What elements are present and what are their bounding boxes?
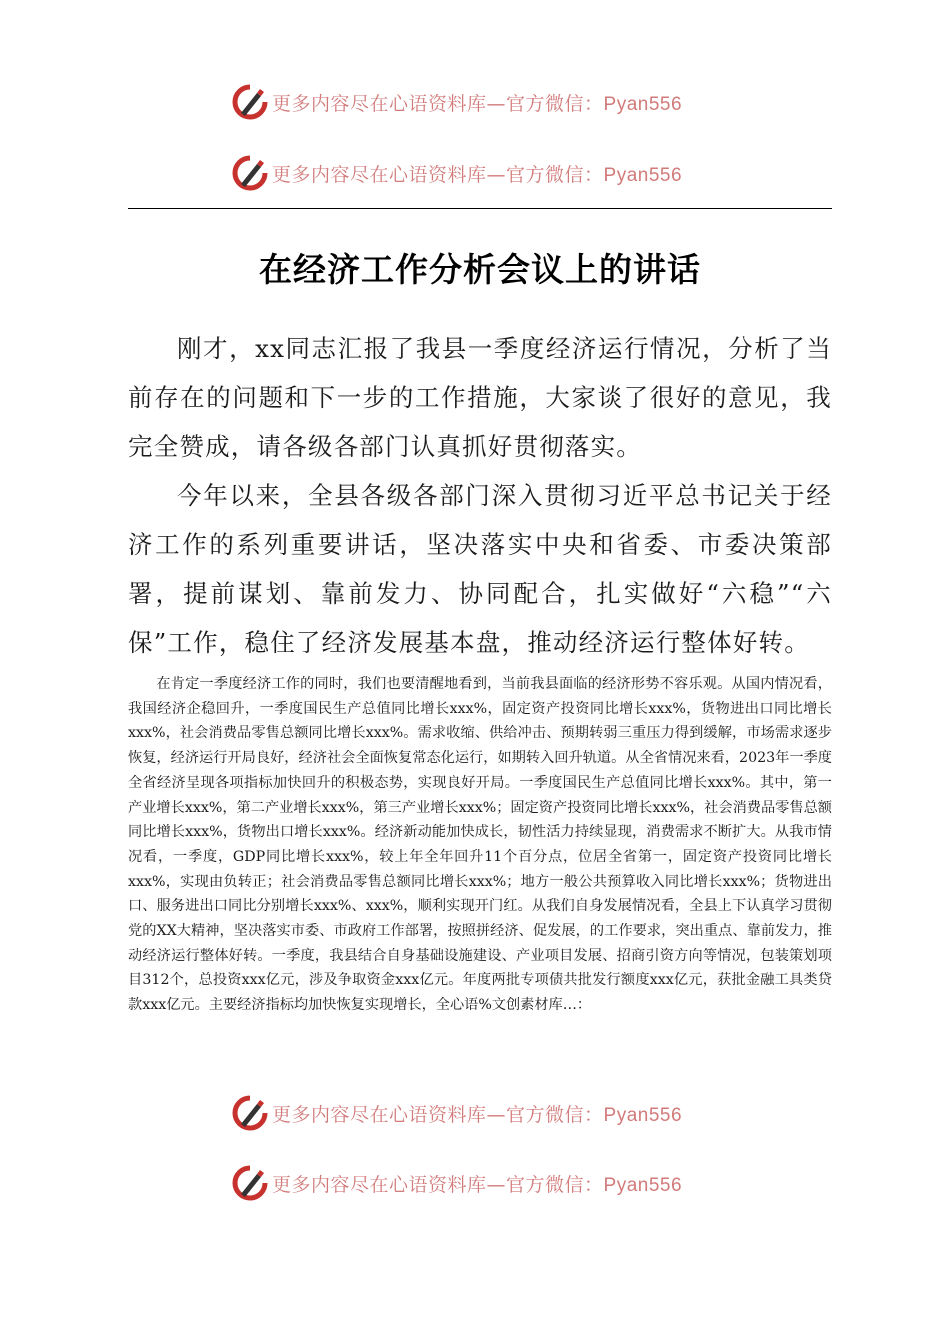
header-divider [128,208,832,209]
watermark-official: 官方微信： [506,1103,604,1126]
watermark-official: 官方微信： [506,163,604,186]
paragraph-2: 今年以来，全县各级各部门深入贯彻习近平总书记关于经济工作的系列重要讲话，坚决落实中央和省委、市委决策部署，提前谋划、靠前发力、协同配合，扎实做好“六稳”“六保”工作，稳住了经济发展基本盘，推动经济运行整体好转。 [128,481,832,657]
watermark-dash: — [486,1173,507,1196]
watermark-dash: — [486,92,507,115]
pen-logo-icon [232,1165,268,1201]
watermark-banner-2 [232,153,682,193]
watermark-banner-4 [232,1163,682,1203]
watermark-wechat-id: Pyan556 [603,1174,683,1196]
watermark-brand: 更多内容尽在心语资料库 [272,1103,487,1126]
watermark-brand: 更多内容尽在心语资料库 [272,1173,487,1196]
pen-logo-icon [232,84,268,120]
paragraph-1: 刚才，xx同志汇报了我县一季度经济运行情况，分析了当前存在的问题和下一步的工作措施，大家谈了很好的意见，我完全赞成，请各级各部门认真抓好贯彻落实。 [128,334,832,461]
watermark-wechat-id: Pyan556 [603,1104,683,1126]
watermark-dash: — [486,1103,507,1126]
watermark-official: 官方微信： [506,92,604,115]
watermark-brand: 更多内容尽在心语资料库 [272,163,487,186]
watermark-banner-3 [232,1093,682,1133]
paragraph-3: 在肯定一季度经济工作的同时，我们也要清醒地看到，当前我县面临的经济形势不容乐观。从国内情况看，我国经济企稳回升，一季度国民生产总值同比增长xxx%，固定资产投资同比增长xxx%，货物进出口同比增长xxx%，社会消费品零售总额同比增长xxx%。需求收缩、供给冲击、预期转弱三重压力得到缓解，市场需求逐步恢复，经济运行开局良好，经济社会全面恢复常态化运行，如期转入回升轨道。从全省情况来看，2023年一季度全省经济呈现各项指标加快回升的积极态势，实现良好开局。一季度国民生产总值同比增长xxx%。其中，第一产业增长xxx%，第二产业增长xxx%，第三产业增长xxx%；固定资产投资同比增长xxx%，社会消费品零售总额同比增长xxx%，货物出口增长xxx%。经济新动能加快成长，韧性活力持续显现，消费需求不断扩大。从我市情况看，一季度，GDP同比增长xxx%，较上年全年回升11个百分点，位居全省第一，固定资产投资同比增长xxx%，实现由负转正；社会消费品零售总额同比增长xxx%；地方一般公共预算收入同比增长xxx%；货物进出口、服务进出口同比分别增长xxx%、xxx%，顺利实现开门红。从我们自身发展情况看，全县上下认真学习贯彻党的XX大精神，坚决落实市委、市政府工作部署，按照拼经济、促发展，的工作要求，突出重点、靠前发力，推动经济运行整体好转。一季度，我县结合自身基础设施建设、产业项目发展、招商引资方向等情况，包装策划项目312个，总投资xxx亿元，涉及争取资金xxx亿元。年度两批专项债共批发行额度xxx亿元，获批金融工具类贷款xxx亿元。主要经济指标均加快恢复实现增长，全心语%文创素材库…： [128,676,832,1014]
pen-logo-icon [232,155,268,191]
watermark-brand: 更多内容尽在心语资料库 [272,92,487,115]
watermark-wechat-id: Pyan556 [603,93,683,115]
watermark-dash: — [486,163,507,186]
watermark-official: 官方微信： [506,1173,604,1196]
watermark-banner-1 [232,82,682,122]
document-title: 在经济工作分析会议上的讲话 [259,250,701,289]
watermark-wechat-id: Pyan556 [603,164,683,186]
pen-logo-icon [232,1095,268,1131]
